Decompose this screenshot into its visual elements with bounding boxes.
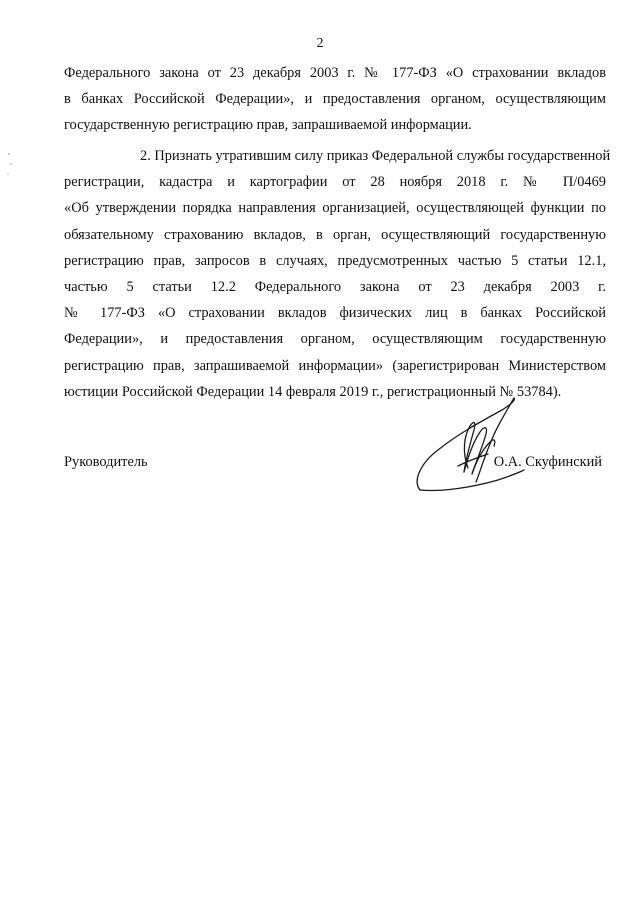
paragraph-1 [64, 60, 606, 139]
paragraph-1-line: в банках Российской Федерации», и предоставления органом, осуществляющим [64, 91, 606, 108]
paragraph-2-line: частью 5 статьи 12.2 Федерального закона от 23 декабря 2003 г. [64, 279, 606, 296]
paragraph-2-line: регистрации, кадастра и картографии от 28 ноября 2018 г. № П/0469 [64, 174, 606, 191]
paragraph-2-line: 2. Признать утратившим силу приказ Федеральной службы государственной [140, 148, 611, 164]
paragraph-2-line: № 177-ФЗ «О страховании вкладов физических лиц в банках Российской [64, 305, 606, 322]
margin-scan-mark [6, 150, 14, 180]
signatory-name: О.А. Скуфинский [493, 454, 602, 470]
paragraph-2-line: регистрацию прав, запросов в случаях, предусмотренных частью 5 статьи 12.1, [64, 252, 606, 269]
paragraph-2-line: Федерации», и предоставления органом, осуществляющим государственную [64, 331, 606, 348]
paragraph-2-line: обязательному страхованию вкладов, в орган, осуществляющий государственную [64, 226, 606, 243]
paragraph-2-line: юстиции Российской Федерации 14 февраля 2019 г., регистрационный № 53784). [64, 383, 562, 400]
paragraph-2-line: «Об утверждении порядка направления организацией, осуществляющей функции по [64, 200, 606, 217]
paragraph-2 [64, 143, 611, 405]
paragraph-1-line: Федерального закона от 23 декабря 2003 г. № 177-ФЗ «О страховании вкладов [64, 65, 606, 81]
signatory-role: Руководитель [64, 454, 148, 470]
paragraph-1-line: государственную регистрацию прав, запрашиваемой информации. [64, 117, 472, 134]
handwritten-signature [410, 392, 530, 502]
page-number: 2 [316, 36, 324, 51]
paragraph-2-line: регистрацию прав, запрашиваемой информации» (зарегистрирован Министерством [64, 357, 606, 374]
signature-block [64, 454, 606, 484]
